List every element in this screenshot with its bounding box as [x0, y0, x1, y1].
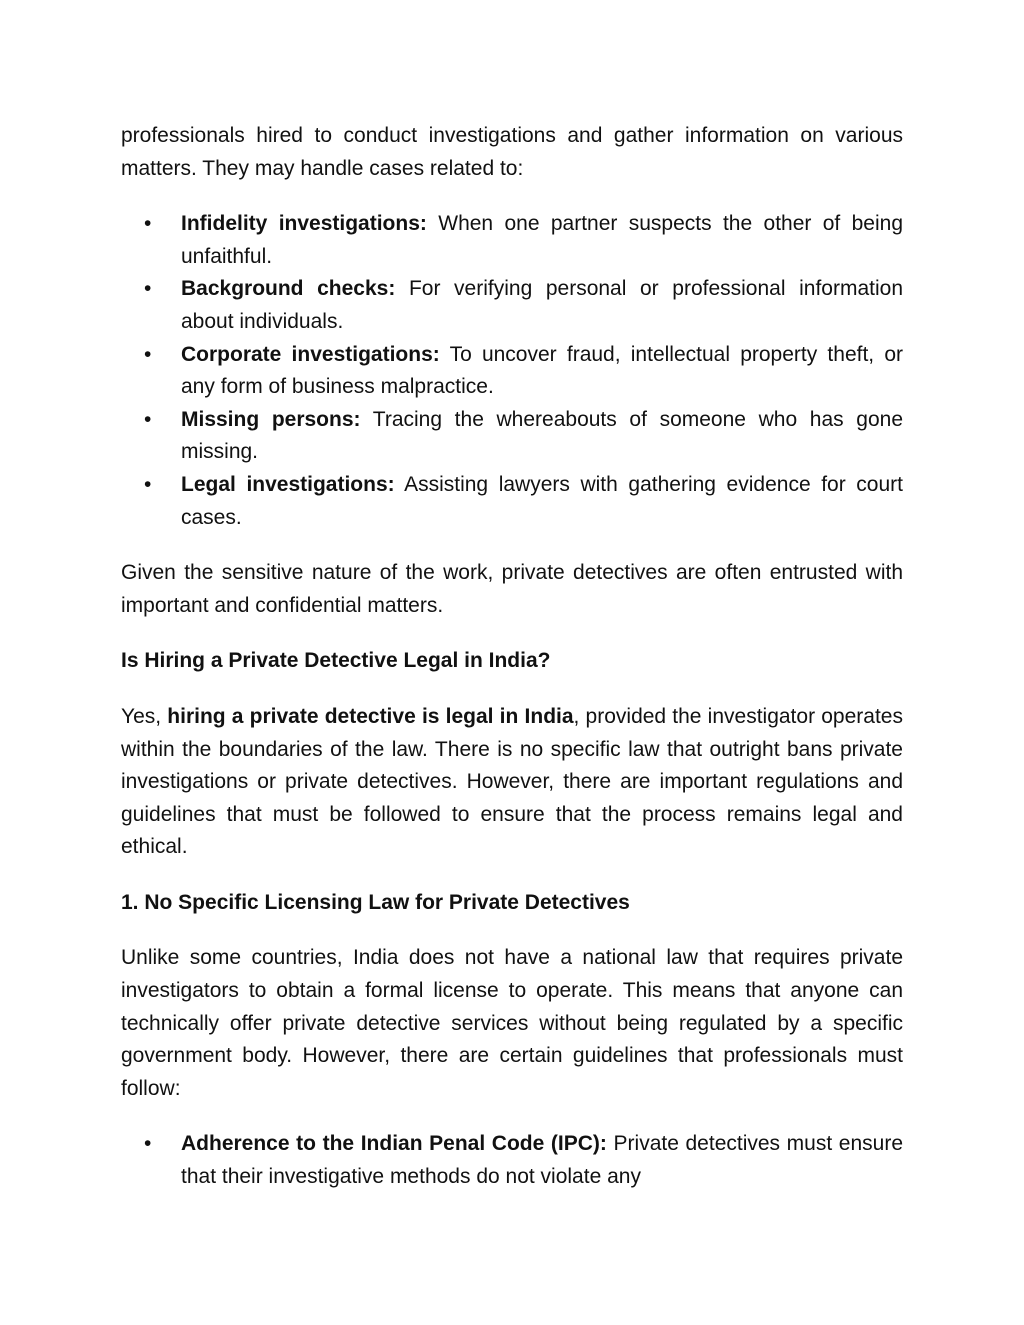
legal-bold-phrase: hiring a private detective is legal in India [167, 704, 574, 728]
legal-lead: Yes, [121, 704, 168, 728]
bullet-icon: • [144, 277, 152, 301]
legal-paragraph [121, 701, 903, 864]
list-item-desc: Tracing the whereabouts of someone who has gone missing. [181, 407, 903, 464]
list-item [121, 273, 903, 338]
bullet-icon: • [144, 472, 152, 496]
list-item-term: Background checks: [181, 277, 396, 301]
list-item-term: Missing persons: [181, 407, 361, 431]
list-item-desc: Assisting lawyers with gathering evidence for court cases. [181, 472, 903, 529]
document-page [121, 120, 903, 1217]
list-item [121, 1128, 903, 1193]
list-item-term: Infidelity investigations: [181, 212, 427, 236]
list-item [121, 469, 903, 534]
legal-heading: Is Hiring a Private Detective Legal in India? [121, 649, 551, 673]
legal-rest: , provided the investigator operates within the boundaries of the law. There is no specific law that outright bans private investigations or private detectives. However, there are important regulations and guidelines that must be followed to ensure that the process remains legal and ethical. [121, 704, 903, 859]
list-item-desc: Private detectives must ensure that their investigative methods do not violate any [181, 1132, 903, 1189]
list-item-desc: When one partner suspects the other of being unfaithful. [181, 212, 903, 268]
guidelines-list [121, 1128, 903, 1193]
list-item-desc: To uncover fraud, intellectual property theft, or any form of business malpractice. [181, 342, 904, 399]
bullet-icon: • [144, 342, 152, 366]
list-item-term: Adherence to the Indian Penal Code (IPC): [181, 1132, 607, 1156]
licensing-heading: 1. No Specific Licensing Law for Private Detectives [121, 890, 630, 914]
bullet-icon: • [144, 1132, 152, 1156]
bullet-icon: • [144, 212, 152, 236]
list-item [121, 339, 903, 404]
list-item-term: Legal investigations: [181, 472, 395, 496]
list-item-desc: For verifying personal or professional information about individuals. [181, 277, 903, 333]
case-types-list [121, 208, 903, 534]
list-item-term: Corporate investigations: [181, 342, 440, 366]
list-item [121, 208, 903, 273]
sensitive-paragraph: Given the sensitive nature of the work, private detectives are often entrusted with important and confidential matters. [121, 561, 903, 617]
list-item [121, 404, 903, 469]
licensing-paragraph: Unlike some countries, India does not have a national law that requires private investigators to obtain a formal license to operate. This means that anyone can technically offer private detective services without being regulated by a specific government body. However, there are certain guidelines that professionals must follow: [121, 946, 903, 1100]
intro-paragraph: professionals hired to conduct investigations and gather information on various matters. They may handle cases related to: [121, 124, 903, 180]
bullet-icon: • [144, 407, 152, 431]
